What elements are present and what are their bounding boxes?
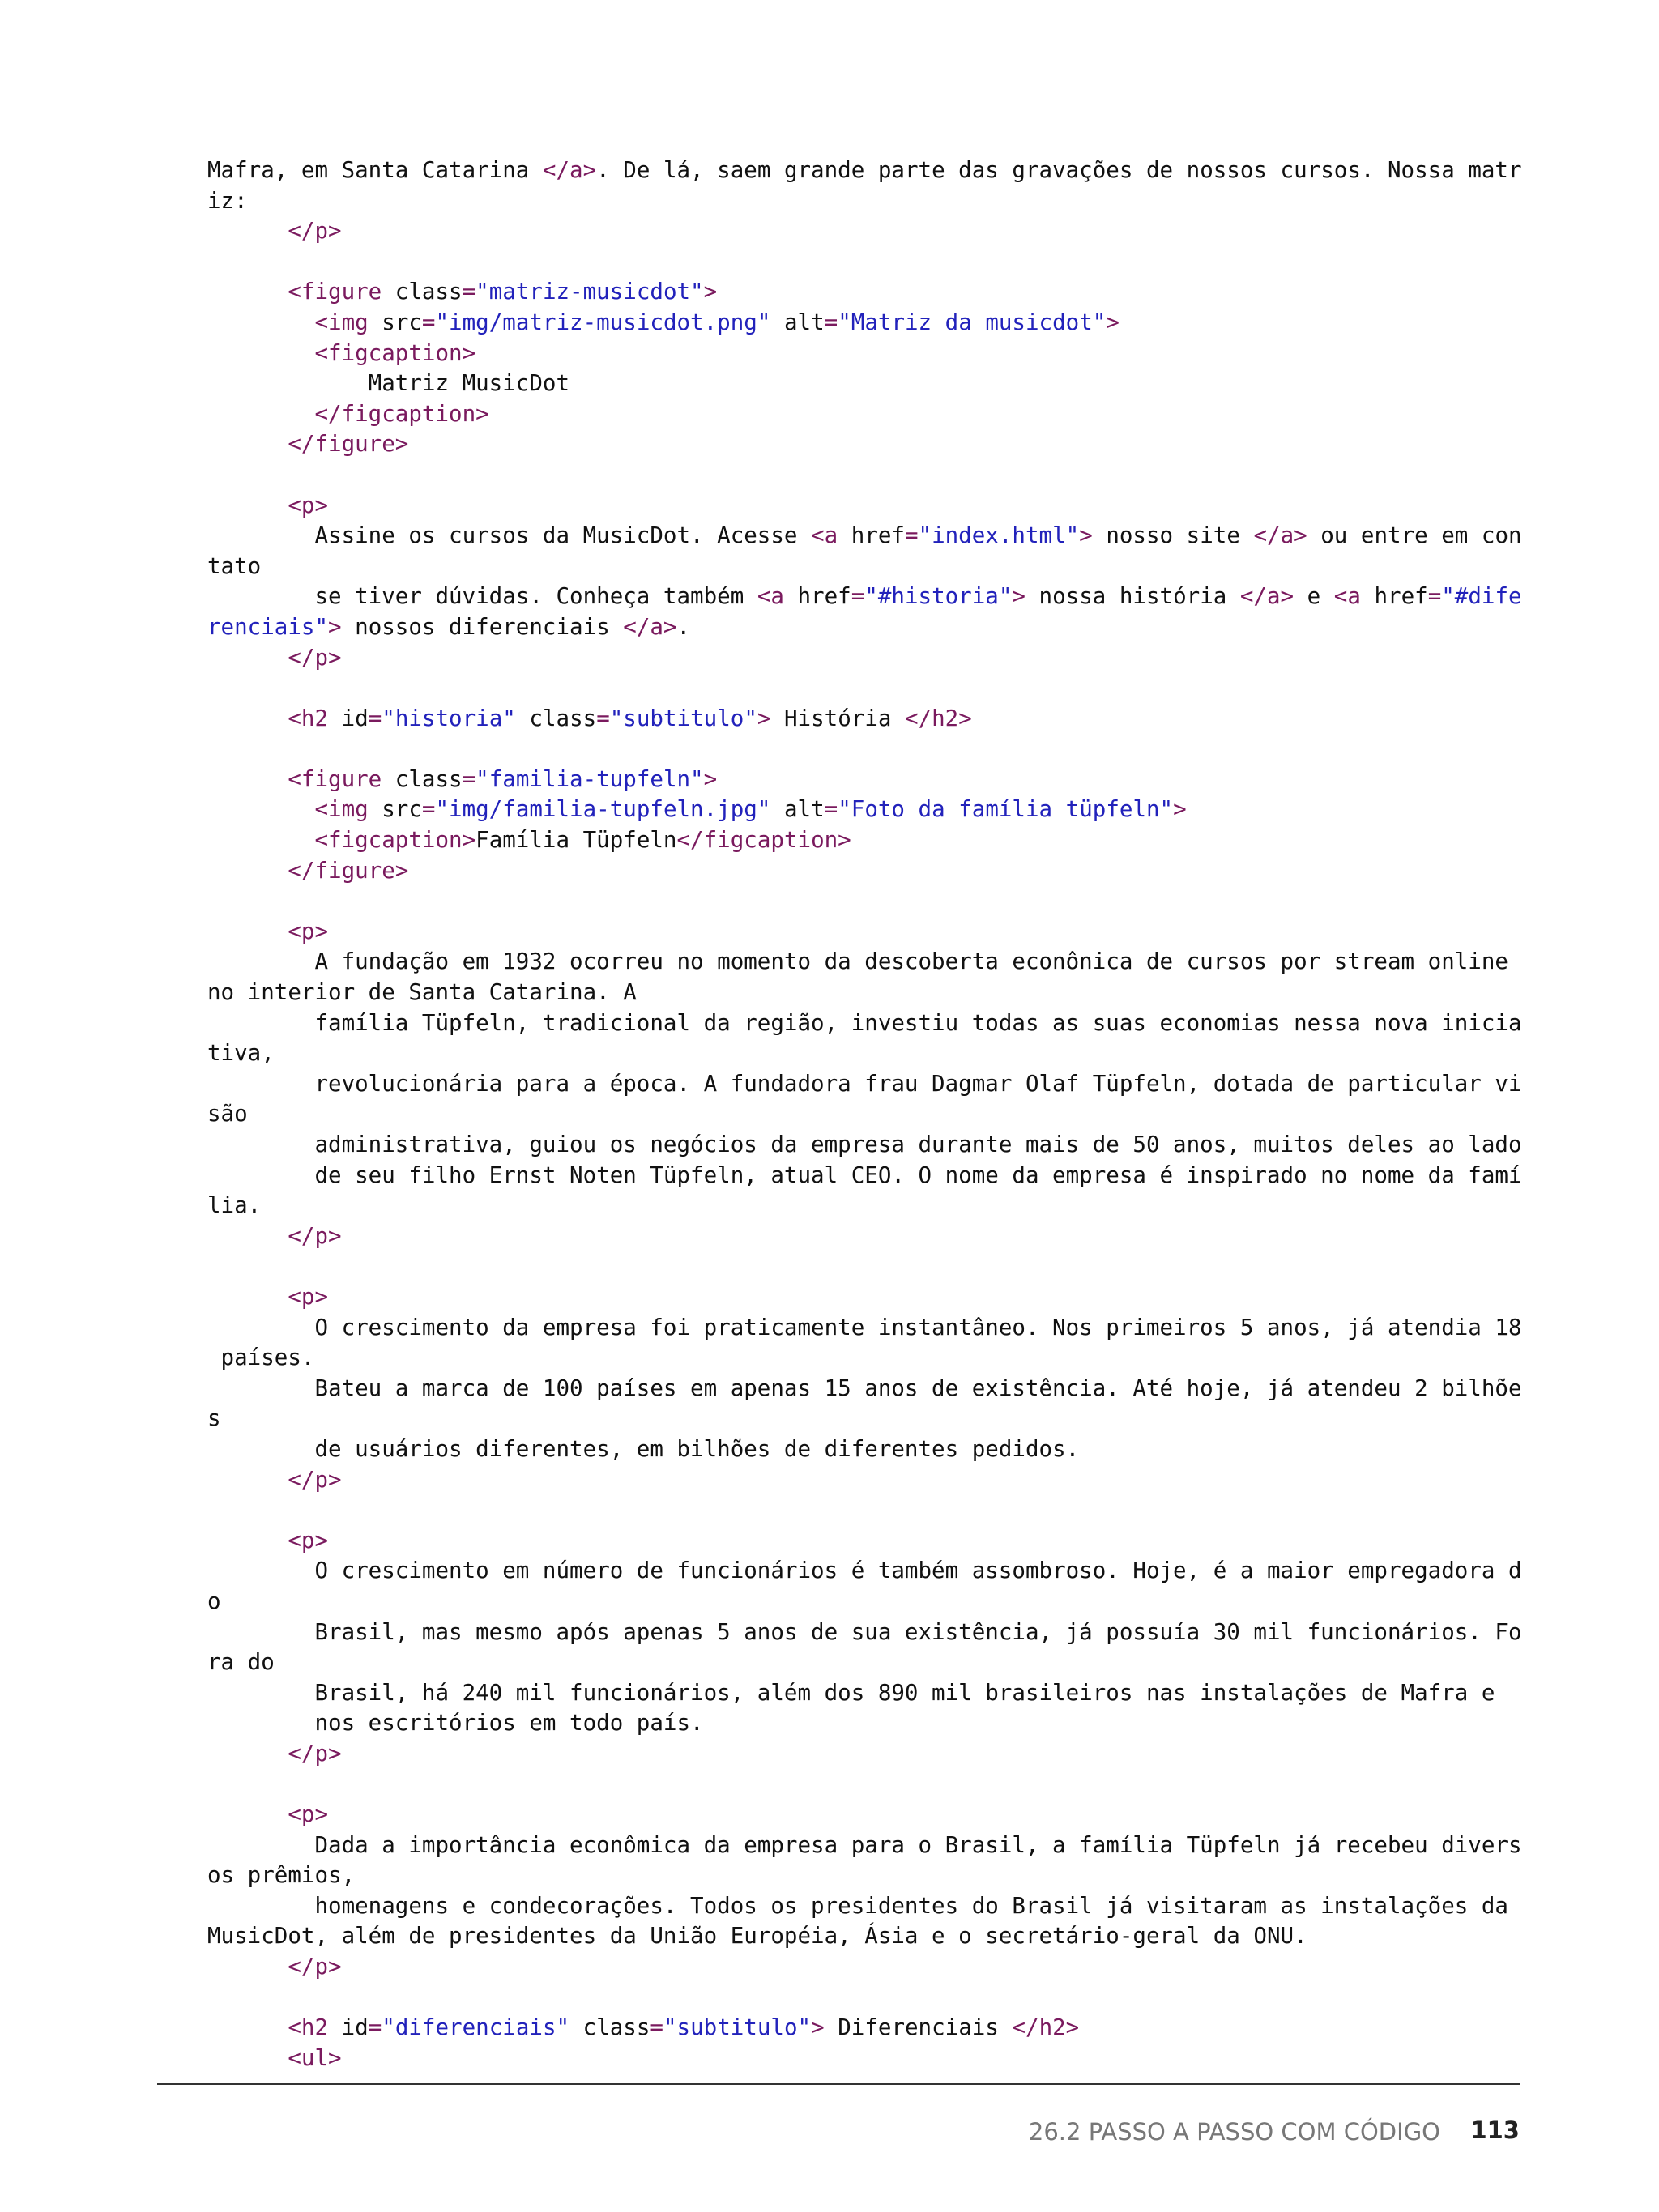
code-token: Assine os cursos da MusicDot. Acesse (207, 522, 812, 549)
code-token: lia. (207, 1192, 262, 1219)
code-token: "diferenciais" (382, 2014, 570, 2041)
code-token: </figure> (288, 431, 409, 458)
code-token: alt (770, 309, 825, 335)
code-token: class (515, 705, 597, 731)
code-line (207, 1404, 1520, 1434)
code-token: = (421, 309, 436, 335)
code-token: = (851, 583, 865, 610)
code-token: href (797, 583, 851, 610)
code-token (207, 918, 288, 944)
code-token: <img (314, 309, 382, 335)
code-token: = (650, 2014, 663, 2041)
code-token: </a> (1239, 583, 1294, 610)
code-token: "subtitulo" (663, 2014, 812, 2041)
code-line (207, 369, 1520, 399)
page-number: 113 (1470, 2116, 1520, 2144)
code-token: = (824, 309, 838, 335)
code-line (207, 186, 1520, 217)
code-token: alt (770, 796, 825, 823)
code-line (207, 1587, 1520, 1617)
code-line (207, 1495, 1520, 1526)
code-token: <figure (288, 765, 395, 792)
code-line (207, 1952, 1520, 1983)
code-line (207, 247, 1520, 278)
code-token: href (851, 522, 905, 549)
code-token: se tiver dúvidas. Conheça também (207, 583, 757, 610)
code-token: História (770, 705, 906, 731)
code-token: <ul> (288, 2044, 342, 2071)
code-token: </a> (1253, 522, 1307, 549)
code-token: homenagens e condecorações. Todos os presidentes do Brasil já visitaram as instalações da (207, 1892, 1508, 1919)
code-token: <figcaption> (314, 827, 476, 854)
code-token: id (341, 705, 369, 731)
code-token: ou entre em con (1307, 522, 1522, 549)
code-token (207, 827, 314, 853)
code-token: <a (1333, 583, 1375, 610)
code-line (207, 795, 1520, 825)
code-token: s (207, 1405, 221, 1432)
code-token: <figure (288, 279, 395, 305)
code-line (207, 704, 1520, 735)
code-token (207, 1954, 288, 1980)
code-token: . De lá, saem grande parte das gravações de nossos cursos. Nossa matr (596, 157, 1522, 183)
code-line (207, 1526, 1520, 1557)
code-token: = (368, 2014, 382, 2041)
code-line (207, 1678, 1520, 1709)
code-token: revolucionária para a época. A fundadora frau Dagmar Olaf Tüpfeln, dotada de particular vi (207, 1070, 1522, 1097)
code-line (207, 643, 1520, 674)
code-token: <p> (288, 1527, 329, 1554)
code-token: </figcaption> (314, 400, 489, 427)
code-line (207, 582, 1520, 612)
code-token: > (328, 613, 342, 640)
code-line (207, 399, 1520, 430)
code-token: = (1427, 583, 1442, 610)
code-token: <h2 (288, 2014, 342, 2041)
code-token: "matriz-musicdot" (476, 279, 704, 305)
code-line (207, 825, 1520, 856)
code-line (207, 1313, 1520, 1344)
code-token (207, 1284, 288, 1310)
code-token (207, 218, 288, 244)
code-token (207, 401, 314, 427)
code-token: > (811, 2014, 825, 2041)
code-line (207, 460, 1520, 491)
code-token (207, 2045, 288, 2071)
code-token: <figcaption> (314, 339, 476, 366)
code-token: Dada a importância econômica da empresa para o Brasil, a família Tüpfeln já recebeu divers (207, 1831, 1522, 1858)
code-token: e (1294, 583, 1334, 610)
code-token: <p> (288, 918, 329, 944)
code-token: > (1106, 309, 1120, 335)
code-token: Família Tüpfeln (476, 827, 677, 854)
code-token: países. (207, 1345, 315, 1371)
code-line (207, 1099, 1520, 1130)
code-line (207, 1983, 1520, 2014)
code-token (207, 1801, 288, 1827)
code-line (207, 277, 1520, 308)
code-token: Matriz MusicDot (207, 370, 570, 397)
code-token: </a> (623, 613, 677, 640)
code-token: renciais" (207, 613, 329, 640)
code-token: > (1173, 796, 1187, 823)
code-token: </p> (288, 1740, 342, 1767)
code-token: Mafra, em Santa Catarina (207, 157, 543, 183)
code-token (207, 431, 288, 457)
code-token: "#dife (1441, 583, 1522, 610)
code-line (207, 1434, 1520, 1465)
code-token (207, 705, 288, 731)
code-line (207, 1161, 1520, 1191)
code-line (207, 978, 1520, 1008)
code-token: > (703, 765, 718, 792)
code-token: administrativa, guiou os negócios da empresa durante mais de 50 anos, muitos deles ao lado (207, 1132, 1522, 1157)
code-line (207, 1647, 1520, 1678)
code-line (207, 1769, 1520, 1800)
code-line (207, 552, 1520, 582)
code-token: . (676, 613, 691, 640)
code-token: nossos diferenciais (341, 613, 624, 640)
code-line (207, 1708, 1520, 1739)
code-token: <p> (288, 1283, 329, 1310)
code-token: O crescimento da empresa foi praticamente instantâneo. Nos primeiros 5 anos, já atendia 18 (207, 1314, 1522, 1340)
code-line (207, 216, 1520, 247)
code-line (207, 1191, 1520, 1221)
code-token: class (394, 765, 463, 792)
code-token: </h2> (1012, 2014, 1080, 2041)
code-line (207, 2044, 1520, 2074)
code-token: nossa história (1025, 583, 1240, 610)
code-token: Brasil, há 240 mil funcionários, além dos 890 mil brasileiros nas instalações de Mafra e (207, 1679, 1495, 1706)
code-token: = (596, 705, 610, 731)
code-token: </p> (288, 1222, 342, 1249)
code-line (207, 1617, 1520, 1648)
code-line (207, 856, 1520, 887)
code-line (207, 612, 1520, 643)
code-token: o (207, 1588, 221, 1614)
code-token: tiva, (207, 1040, 275, 1067)
code-token: MusicDot, além de presidentes da União Européia, Ásia e o secretário-geral da ONU. (207, 1923, 1307, 1950)
code-token: </p> (288, 644, 342, 671)
code-token: href (1374, 583, 1428, 610)
code-line (207, 429, 1520, 460)
code-token (207, 492, 288, 518)
code-line (207, 1921, 1520, 1952)
code-token: <p> (288, 492, 329, 518)
code-token (207, 1467, 288, 1493)
footer-section-title: 26.2 PASSO A PASSO COM CÓDIGO (1028, 2118, 1440, 2146)
code-token: de seu filho Ernst Noten Tüpfeln, atual CEO. O nome da empresa é inspirado no nome da famí (207, 1161, 1522, 1188)
code-listing (207, 156, 1520, 2073)
code-line (207, 917, 1520, 948)
code-token: nosso site (1092, 522, 1254, 549)
code-line (207, 734, 1520, 765)
code-token: os prêmios, (207, 1862, 356, 1889)
code-token: "Foto da família tüpfeln" (838, 796, 1174, 823)
code-line (207, 1038, 1520, 1069)
code-token: "img/familia-tupfeln.jpg" (435, 796, 771, 823)
code-token: ra do (207, 1649, 275, 1676)
code-token (207, 858, 288, 884)
code-token: src (382, 796, 422, 823)
code-token: > (757, 705, 771, 731)
code-token: </h2> (905, 705, 972, 731)
code-line (207, 1374, 1520, 1404)
code-token: Diferenciais (824, 2014, 1013, 2041)
code-token: Bateu a marca de 100 países em apenas 15 anos de existência. Até hoje, já atendeu 2 bilhõe (207, 1375, 1522, 1401)
code-token: = (462, 765, 476, 792)
code-line (207, 673, 1520, 704)
code-token: </p> (288, 218, 342, 245)
code-token (207, 796, 314, 822)
code-line (207, 156, 1520, 186)
code-line (207, 1556, 1520, 1587)
code-token: </p> (288, 1466, 342, 1493)
code-token (207, 766, 288, 792)
code-token: iz: (207, 187, 248, 214)
code-line (207, 1130, 1520, 1161)
code-token: </figcaption> (676, 827, 851, 854)
code-token: = (824, 796, 838, 823)
code-token (207, 1741, 288, 1767)
code-token (207, 309, 314, 335)
code-line (207, 521, 1520, 552)
code-token: de usuários diferentes, em bilhões de diferentes pedidos. (207, 1435, 1080, 1462)
code-line (207, 308, 1520, 339)
code-line (207, 1343, 1520, 1374)
code-token (207, 340, 314, 366)
code-token (207, 1223, 288, 1249)
code-token: = (368, 705, 382, 731)
code-line (207, 1860, 1520, 1891)
code-token: "subtitulo" (609, 705, 757, 731)
code-line (207, 1800, 1520, 1831)
code-line (207, 1069, 1520, 1100)
code-token: no interior de Santa Catarina. A (207, 979, 637, 1006)
code-token: "familia-tupfeln" (476, 765, 704, 792)
code-line (207, 1282, 1520, 1313)
code-token: </p> (288, 1954, 342, 1980)
code-token: > (703, 279, 718, 305)
code-line (207, 947, 1520, 978)
code-token: = (462, 279, 476, 305)
code-token: "index.html" (918, 522, 1080, 549)
code-line (207, 339, 1520, 369)
code-token: > (1012, 583, 1026, 610)
code-token: tato (207, 552, 262, 579)
code-token: A fundação em 1932 ocorreu no momento da descoberta econônica de cursos por stream online (207, 948, 1508, 975)
code-token: "#historia" (864, 583, 1013, 610)
code-token: família Tüpfeln, tradicional da região, investiu todas as suas economias nessa nova inicia (207, 1009, 1522, 1036)
code-line (207, 1891, 1520, 1922)
code-line (207, 1251, 1520, 1282)
code-token (207, 279, 288, 305)
code-token: "img/matriz-musicdot.png" (435, 309, 771, 335)
code-token: O crescimento em número de funcionários é também assombroso. Hoje, é a maior empregadora d (207, 1558, 1522, 1584)
code-line (207, 1465, 1520, 1496)
code-token: <a (811, 522, 851, 549)
code-token: src (382, 309, 422, 335)
code-token: <h2 (288, 705, 342, 731)
code-line (207, 1221, 1520, 1252)
code-token (207, 2014, 288, 2040)
code-token: <p> (288, 1801, 329, 1828)
footer-divider (157, 2083, 1520, 2085)
code-token: Brasil, mas mesmo após apenas 5 anos de sua existência, já possuía 30 mil funcionários. Fo (207, 1618, 1522, 1645)
code-line (207, 1008, 1520, 1039)
code-token: <img (314, 796, 382, 823)
code-token: id (341, 2014, 369, 2041)
code-token: "historia" (382, 705, 516, 731)
code-token: = (421, 796, 436, 823)
code-token: <a (757, 583, 798, 610)
code-token: > (1079, 522, 1093, 549)
code-token (207, 645, 288, 671)
code-line (207, 2013, 1520, 2044)
code-token: </a> (542, 157, 597, 183)
code-line (207, 765, 1520, 795)
code-token: </figure> (288, 857, 409, 884)
code-line (207, 491, 1520, 522)
code-token: = (904, 522, 919, 549)
code-token: class (394, 279, 463, 305)
code-token: nos escritórios em todo país. (207, 1710, 704, 1737)
code-line (207, 1831, 1520, 1861)
code-line (207, 886, 1520, 917)
code-token: class (569, 2014, 650, 2041)
code-line (207, 1739, 1520, 1770)
code-token (207, 1528, 288, 1554)
code-token: "Matriz da musicdot" (838, 309, 1107, 335)
code-token: são (207, 1101, 248, 1127)
